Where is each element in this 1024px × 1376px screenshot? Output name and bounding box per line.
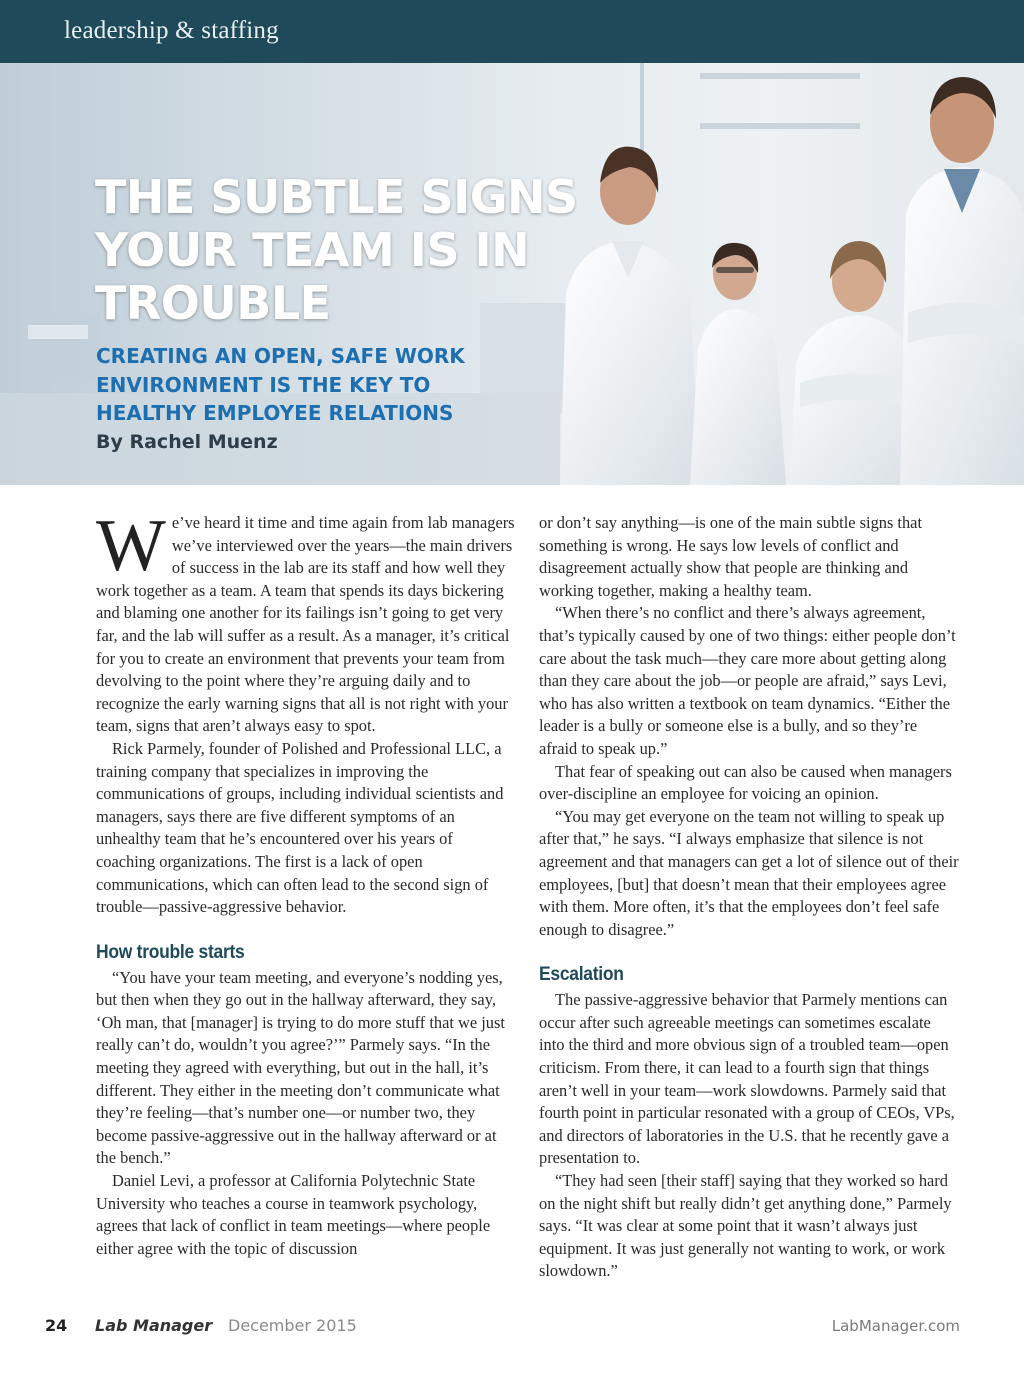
issue-date: December 2015 [228, 1316, 357, 1335]
article-paragraph: “You may get everyone on the team not willing to speak up after that,” he says. “I always emphasize that silence is not agreement and that managers can get a lot of silence out of their employees, [but] that doesn’t mean that their employees agree with them. More often, it’s that the employees don’t feel safe enough to disagree.” [539, 806, 959, 939]
magazine-name: Lab Manager [95, 1316, 213, 1335]
byline: By Rachel Muenz [96, 431, 278, 453]
article-paragraph: The passive-aggressive behavior that Parmely mentions can occur after such agreeable meetings can sometimes escalate into the third and more obvious sign of a troubled team—open criticism. From there, it can lead to a fourth sign that things aren’t well in your team—work slowdowns. Parmely said that fourth point in particular resonated with a group of CEOs, VPs, and directors of laboratories in the U.S. that he recently gave a presentation to. [539, 990, 955, 1168]
subheading-escalation: Escalation [539, 964, 624, 986]
hero-banner [0, 63, 1024, 485]
article-column-left [96, 505, 516, 1260]
section-label: leadership & staffing [64, 17, 279, 44]
article-paragraph: Rick Parmely, founder of Polished and Professional LLC, a training company that specializes in improving the communications of groups, including individual scientists and managers, says there are five different symptoms of an unhealthy team that he’s encountered over his years of coaching organizations. The first is a lack of open communications, which can often lead to the second sign of trouble—passive-aggressive behavior. [96, 738, 504, 917]
article-paragraph: That fear of speaking out can also be caused when managers over-discipline an employee for voicing an opinion. [539, 761, 952, 804]
page-footer [0, 1310, 1024, 1344]
article-subtitle: CREATING AN OPEN, SAFE WORK ENVIRONMENT IS THE KEY TO HEALTHY EMPLOYEE RELATIONS [96, 344, 465, 425]
article-paragraph: We’ve heard it time and time again from lab managers we’ve interviewed over the years—the main drivers of success in the lab are its staff and how well they work together as a team. A team that spends its days bickering and blaming one another for its failings isn’t going to get very far, and the lab will suffer as a result. As a manager, it’s critical for you to create an environment that prevents your team from devolving to the point where they’re arguing daily and to recognize the early warning signs that all is not right with your team, signs that aren’t always easy to spot. [96, 505, 515, 736]
article-paragraph: or don’t say anything—is one of the main subtle signs that something is wrong. He says low levels of conflict and disagreement actually show that people are thinking and working together, making a healthy team. [539, 513, 923, 600]
article-paragraph: “They had seen [their staff] saying that they worked so hard on the night shift but really didn’t get anything done,” Parmely says. “It was clear at some point that it wasn’t always just equipment. It was just generally not wanting to work, or work slowdown.” [539, 1171, 952, 1281]
article-paragraph: Daniel Levi, a professor at California Polytechnic State University who teaches a course in teamwork psychology, agrees that lack of conflict in team meetings—where people either agree with the topic of discussion [96, 1171, 491, 1258]
section-header-bar [0, 0, 1024, 63]
drop-cap: W [96, 505, 166, 587]
subheading-how-trouble-starts: How trouble starts [96, 941, 245, 963]
website-link[interactable]: LabManager.com [831, 1317, 960, 1335]
article-column-right [539, 512, 959, 1283]
article-paragraph: “You have your team meeting, and everyone’s nodding yes, but then when they go out in the hallway afterward, they say, ‘Oh man, that [manager] is trying to do more stuff that we just really can’t do, wouldn’t you agree?’” Parmely says. “In the meeting they agreed with everything, but out in the hall, it’s different. They either in the meeting don’t communicate what they’re feeling—that’s number one—or number two, they become passive-aggressive out in the hallway afterward or at the bench.” [96, 967, 505, 1168]
page-number: 24 [45, 1316, 68, 1335]
article-title: THE SUBTLE SIGNS YOUR TEAM IS IN TROUBLE [95, 170, 578, 330]
article-paragraph: “When there’s no conflict and there’s always agreement, that’s typically caused by one of two things: either people don’t care about the task much—they care more about getting along than they care about the job—or people are afraid,” says Levi, who has also written a textbook on team dynamics. “Either the leader is a bully or someone else is a bully, and so they’re afraid to speak up.” [539, 603, 956, 758]
